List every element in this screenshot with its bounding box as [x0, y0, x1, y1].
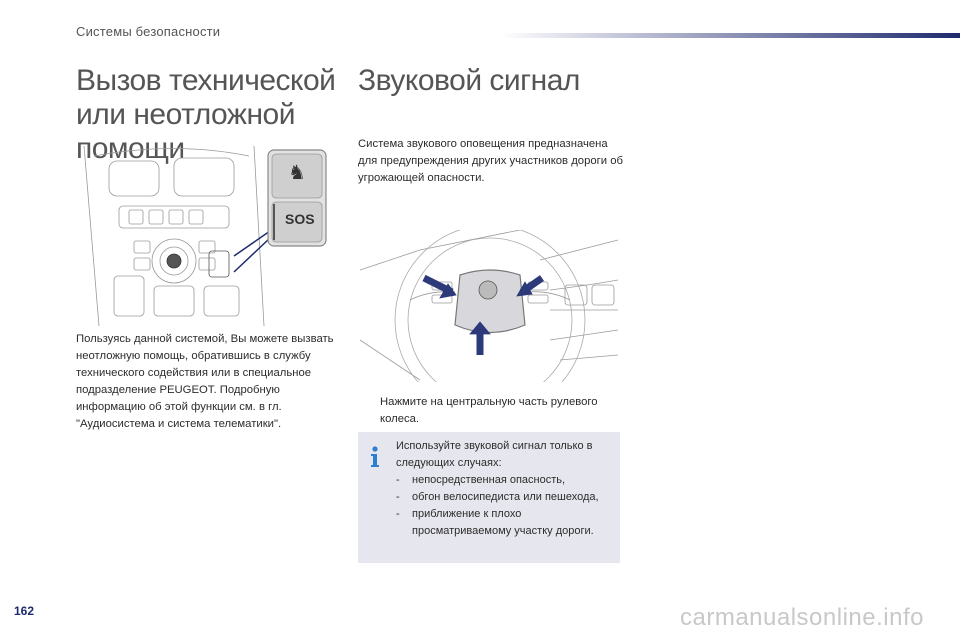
- info-intro: Используйте звуковой сигнал только в следующих случаях:: [396, 440, 593, 469]
- console-illustration: [74, 146, 334, 326]
- list-item: - непосредственная опасность,: [396, 474, 566, 486]
- horn-instruction-text: Нажмите на центральную часть рулевого колеса.: [380, 396, 598, 425]
- emergency-call-title: Вызов технической или неотложной помощи: [76, 64, 336, 165]
- horn-description: Система звукового оповещения предназначена для предупреждения других участников дороги об угрожающей опасности.: [358, 138, 623, 184]
- peugeot-lion-icon: ♞: [288, 162, 306, 184]
- sos-button-label: SOS: [285, 211, 315, 227]
- horn-instruction: [358, 394, 620, 428]
- horn-info-box: [358, 432, 620, 563]
- steering-wheel-illustration: [360, 230, 618, 382]
- horn-title: Звуковой сигнал: [358, 64, 580, 97]
- list-item: - обгон велосипедиста или пешехода,: [396, 491, 599, 503]
- list-item: - приближение к плохо просматриваемому участку дороги.: [396, 508, 594, 537]
- header-accent-bar: [500, 33, 960, 38]
- bullet-icon: [358, 394, 380, 428]
- watermark: carmanualsonline.info: [680, 604, 924, 631]
- section-header: Системы безопасности: [76, 24, 221, 39]
- info-icon: [368, 446, 382, 468]
- page-number: 162: [14, 604, 35, 618]
- emergency-call-description: Пользуясь данной системой, Вы можете вызвать неотложную помощь, обратившись в службу технического содействия или в специальное подразделение PEUGEOT. Подробную информацию об этой функции см. в гл. "Аудиосистема и система телематики".: [76, 333, 334, 430]
